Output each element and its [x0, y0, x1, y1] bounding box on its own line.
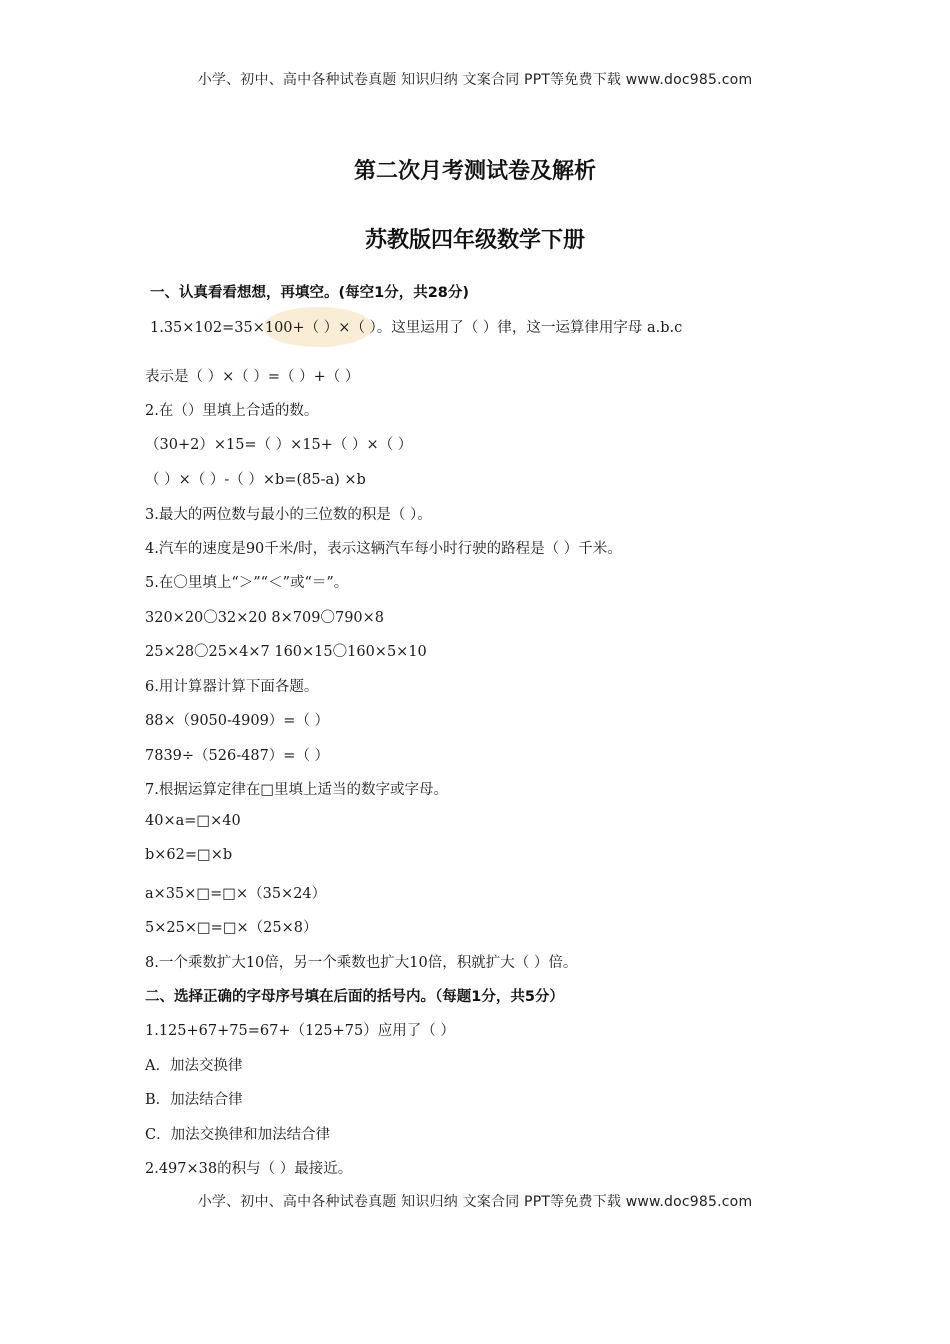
choice-option-b: B．加法结合律 [145, 1092, 243, 1108]
question-7-line-3: a×35×□=□×（35×24） [145, 886, 327, 902]
question-3: 3.最大的两位数与最小的三位数的积是（ ）。 [145, 507, 432, 523]
page-title: 第二次月考测试卷及解析 [353, 159, 596, 184]
question-6-line-1: 88×（9050-4909）=（ ） [145, 713, 330, 729]
question-4: 4.汽车的速度是90千米/时，表示这辆汽车每小时行驶的路程是（ ）千米。 [145, 541, 622, 557]
section-2-heading: 二、选择正确的字母序号填在后面的括号内。（每题1分，共5分） [145, 989, 564, 1005]
question-5-line-2: 25×28〇25×4×7 160×15〇160×5×10 [145, 644, 427, 660]
question-2-line-1: （30+2）×15=（ ）×15+（ ）×（ ） [145, 437, 413, 453]
question-5-prompt: 5.在〇里填上“＞”“＜”或“＝”。 [145, 575, 349, 591]
question-7-line-2: b×62=□×b [145, 847, 233, 863]
question-8: 8.一个乘数扩大10倍，另一个乘数也扩大10倍，积就扩大（ ）倍。 [145, 955, 578, 971]
choice-question-1: 1.125+67+75=67+（125+75）应用了（ ） [145, 1023, 455, 1039]
question-6-prompt: 6.用计算器计算下面各题。 [145, 679, 319, 695]
question-1-line-1: 1.35×102=35×100+（ ）×（ ）。这里运用了（ ）律，这一运算律用字母 a.b.c [150, 320, 683, 336]
question-1-line-2: 表示是（ ）×（ ）=（ ）+（ ） [145, 369, 360, 385]
question-7-prompt: 7.根据运算定律在□里填上适当的数字或字母。 [145, 782, 449, 798]
question-7-line-1: 40×a=□×40 [145, 813, 241, 829]
question-2-prompt: 2.在（）里填上合适的数。 [145, 403, 319, 419]
page-footer: 小学、初中、高中各种试卷真题 知识归纳 文案合同 PPT等免费下载 www.doc985.com [197, 1194, 753, 1210]
question-6-line-2: 7839÷（526-487）=（ ） [145, 748, 330, 764]
page-subtitle: 苏教版四年级数学下册 [364, 228, 585, 253]
choice-option-a: A．加法交换律 [145, 1058, 243, 1074]
question-5-line-1: 320×20〇32×20 8×709〇790×8 [145, 610, 385, 626]
choice-question-2: 2.497×38的积与（ ）最接近。 [145, 1161, 353, 1177]
question-7-line-4: 5×25×□=□×（25×8） [145, 920, 318, 936]
section-1-heading: 一、认真看看想想，再填空。(每空1分，共28分) [150, 285, 470, 301]
question-2-line-2: （ ）×（ ）-（ ）×b=(85-a) ×b [145, 472, 366, 488]
page-header: 小学、初中、高中各种试卷真题 知识归纳 文案合同 PPT等免费下载 www.doc985.com [197, 72, 753, 88]
choice-option-c: C．加法交换律和加法结合律 [145, 1127, 331, 1143]
